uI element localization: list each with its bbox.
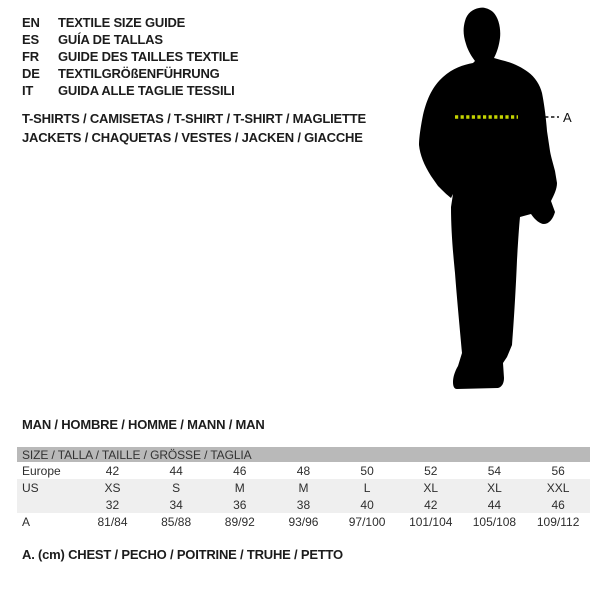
cell: 56	[551, 463, 565, 478]
language-label: GUIDA ALLE TAGLIE TESSILI	[58, 83, 235, 98]
cell: 40	[360, 497, 374, 512]
cell: XS	[104, 480, 121, 495]
language-label: TEXTILE SIZE GUIDE	[58, 15, 186, 30]
cell: 81/84	[97, 514, 128, 529]
cell: 54	[487, 463, 502, 478]
category-list	[22, 110, 366, 147]
measurement-footnote: A. (cm) CHEST / PECHO / POITRINE / TRUHE / PETTO	[22, 547, 343, 562]
cell: 36	[233, 497, 247, 512]
row-label: A	[22, 514, 31, 529]
cell: 101/104	[409, 514, 453, 529]
size-figure	[415, 5, 580, 395]
language-code: IT	[22, 83, 34, 98]
row-label	[17, 496, 81, 513]
cell: XL	[423, 480, 439, 495]
cell: 32	[105, 497, 120, 512]
row-label: US	[22, 480, 39, 495]
man-silhouette	[419, 8, 557, 389]
cell: 50	[360, 463, 374, 478]
language-label: TEXTILGRÖßENFÜHRUNG	[58, 66, 220, 81]
size-table-header: SIZE / TALLA / TAILLE / GRÖSSE / TAGLIA	[17, 447, 590, 462]
measure-label-a: A	[563, 110, 572, 125]
cell: 44	[169, 463, 183, 478]
language-row	[22, 48, 238, 65]
table-row-europe	[17, 462, 590, 479]
category-jackets: JACKETS / CHAQUETAS / VESTES / JACKEN / GIACCHE	[22, 129, 363, 145]
section-title: MAN / HOMBRE / HOMME / MANN / MAN	[22, 417, 265, 432]
language-row	[22, 31, 238, 48]
cell: 105/108	[472, 514, 517, 529]
size-table	[17, 447, 590, 530]
man-silhouette-svg	[415, 5, 580, 395]
language-row	[22, 14, 238, 31]
cell: 89/92	[224, 514, 255, 529]
cell: 109/112	[536, 514, 580, 529]
cell: 42	[105, 463, 120, 478]
language-label: GUÍA DE TALLAS	[58, 32, 163, 47]
table-row-chest	[17, 513, 590, 530]
cell: 38	[296, 497, 311, 512]
cell: M	[298, 480, 309, 495]
cell: 93/96	[288, 514, 319, 529]
table-row-us-numeric	[17, 496, 590, 513]
cell: 97/100	[348, 514, 386, 529]
cell: 46	[233, 463, 247, 478]
size-table-header-row	[17, 447, 590, 462]
language-code: EN	[22, 15, 40, 30]
table-row-us	[17, 479, 590, 496]
language-label: GUIDE DES TAILLES TEXTILE	[58, 49, 239, 64]
cell: 44	[487, 497, 502, 512]
cell: XXL	[546, 480, 570, 495]
cell: 34	[169, 497, 183, 512]
row-label: Europe	[22, 463, 61, 478]
cell: 42	[424, 497, 438, 512]
language-list	[22, 14, 238, 99]
language-code: DE	[22, 66, 40, 81]
cell: 52	[424, 463, 438, 478]
category-tshirts: T-SHIRTS / CAMISETAS / T-SHIRT / T-SHIRT / MAGLIETTE	[22, 111, 366, 126]
language-code: FR	[22, 49, 39, 64]
language-row	[22, 82, 238, 99]
cell: 85/88	[161, 514, 192, 529]
cell: M	[234, 480, 245, 495]
cell: 48	[296, 463, 311, 478]
language-code: ES	[22, 32, 39, 47]
cell: XL	[487, 480, 502, 495]
cell: L	[363, 480, 371, 495]
language-row	[22, 65, 238, 82]
cell: 46	[551, 497, 565, 512]
cell: S	[172, 480, 181, 495]
